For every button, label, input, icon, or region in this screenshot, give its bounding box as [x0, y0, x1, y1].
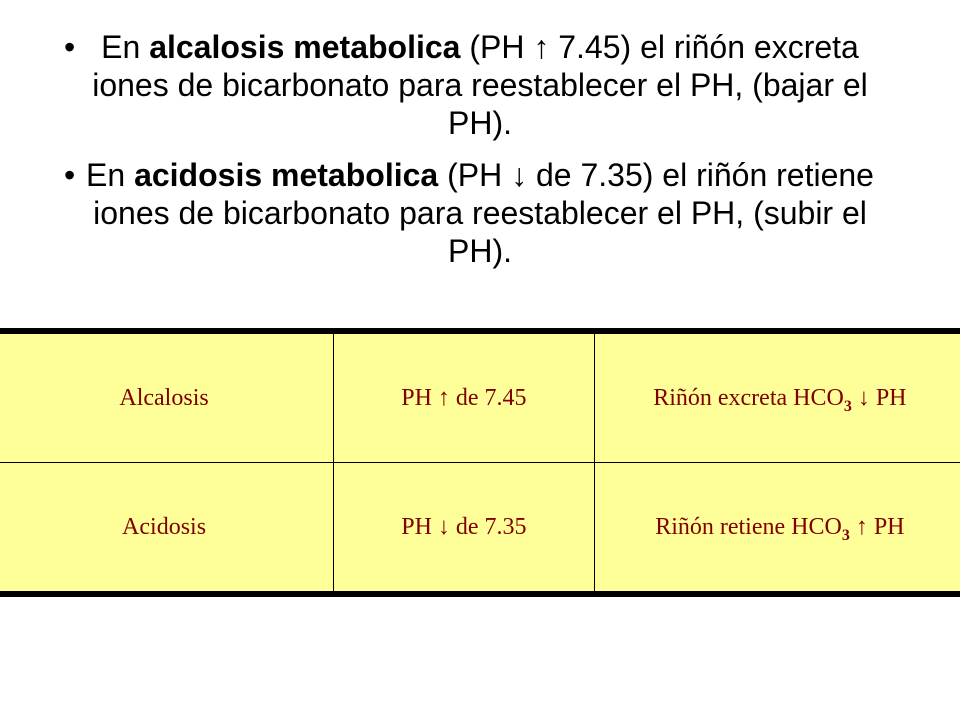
bullet-acidosis: [64, 156, 890, 270]
bullet-dot-icon: •: [64, 29, 76, 65]
table-row-alcalosis: [0, 331, 960, 463]
bullet-list: [0, 28, 960, 270]
bullet-term: acidosis metabolica: [134, 157, 439, 193]
cell-kidney: [594, 463, 960, 595]
table-row-acidosis: [0, 463, 960, 595]
cell-condition: Acidosis: [0, 463, 334, 595]
cell-ph: PH ↓ de 7.35: [334, 463, 595, 595]
bullet-term: alcalosis metabolica: [149, 29, 461, 65]
bullet-alcalosis: [64, 28, 890, 142]
ph-table: [0, 328, 960, 597]
cell-ph: PH ↑ de 7.45: [334, 331, 595, 463]
kidney-subscript: 3: [841, 526, 850, 544]
kidney-subscript: 3: [843, 397, 852, 415]
bullet-prefix: En: [86, 157, 135, 193]
bullet-dot-icon: •: [64, 157, 76, 193]
bullet-text: [92, 29, 868, 141]
cell-kidney: [594, 331, 960, 463]
kidney-text: Riñón retiene HCO: [655, 513, 842, 540]
kidney-effect: ↓ PH: [851, 384, 907, 411]
bullet-prefix: En: [101, 29, 150, 65]
bullet-text: [86, 157, 874, 269]
bullet-body: (PH ↑ 7.45) el riñón excreta iones de bicarbonato para reestablecer el PH, (bajar el PH).: [92, 29, 868, 141]
kidney-text: Riñón excreta HCO: [653, 384, 844, 411]
cell-condition: Alcalosis: [0, 331, 334, 463]
bullet-body: (PH ↓ de 7.35) el riñón retiene iones de bicarbonato para reestablecer el PH, (subir el PH).: [93, 157, 874, 269]
kidney-effect: ↑ PH: [849, 513, 905, 540]
